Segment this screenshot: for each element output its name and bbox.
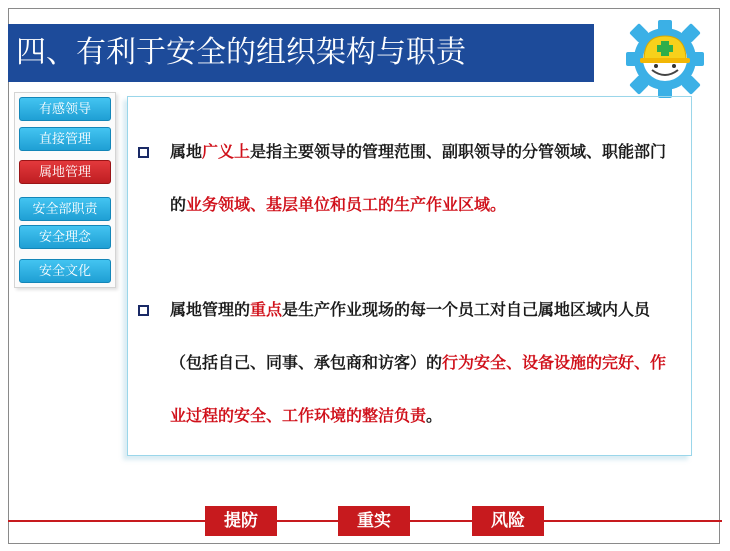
footer-tag-feng-xian: 风险: [472, 506, 544, 536]
nav-item-shu-di-guan-li[interactable]: 属地管理: [19, 160, 111, 184]
text: 属地管理的: [170, 300, 251, 319]
nav-item-zhi-jie-guan-li[interactable]: 直接管理: [19, 127, 111, 151]
text: 。: [426, 406, 443, 425]
footer-tag-zhong-shi: 重实: [338, 506, 410, 536]
paragraph-focus: [170, 283, 680, 442]
content-panel: [127, 96, 692, 456]
nav-item-an-quan-bu-zhi-ze[interactable]: 安全部职责: [19, 197, 111, 221]
section-nav: [14, 92, 116, 288]
highlight-text: 业务领域、基层单位和员工的生产作业区域: [186, 195, 491, 214]
highlight-text: 广义上: [202, 142, 251, 161]
safety-helmet-gear-icon: [622, 16, 708, 102]
text: 属地: [170, 142, 203, 161]
bullet-square-icon: [138, 147, 149, 158]
nav-item-you-gan-ling-dao[interactable]: 有感领导: [19, 97, 111, 121]
paragraph-scope: [170, 125, 680, 231]
text: 是生产作业现场的每一个员工对自己属地区域内人员（包括自己、同事、承包商和访客）的: [170, 300, 651, 372]
highlight-text: 行为安全、设备设施的完好、作业过程的安全、工作环境的整洁负责: [170, 353, 667, 425]
page-title: 四、有利于安全的组织架构与职责: [8, 24, 594, 82]
text: 。: [490, 195, 507, 214]
nav-item-an-quan-li-nian[interactable]: 安全理念: [19, 225, 111, 249]
highlight-text: 重点: [250, 300, 283, 319]
bullet-square-icon: [138, 305, 149, 316]
footer-tag-ti-fang: 提防: [205, 506, 277, 536]
text: 是指主要领导的管理范围、副职领导的分管领域、职能部门的: [170, 142, 667, 214]
nav-item-an-quan-wen-hua[interactable]: 安全文化: [19, 259, 111, 283]
